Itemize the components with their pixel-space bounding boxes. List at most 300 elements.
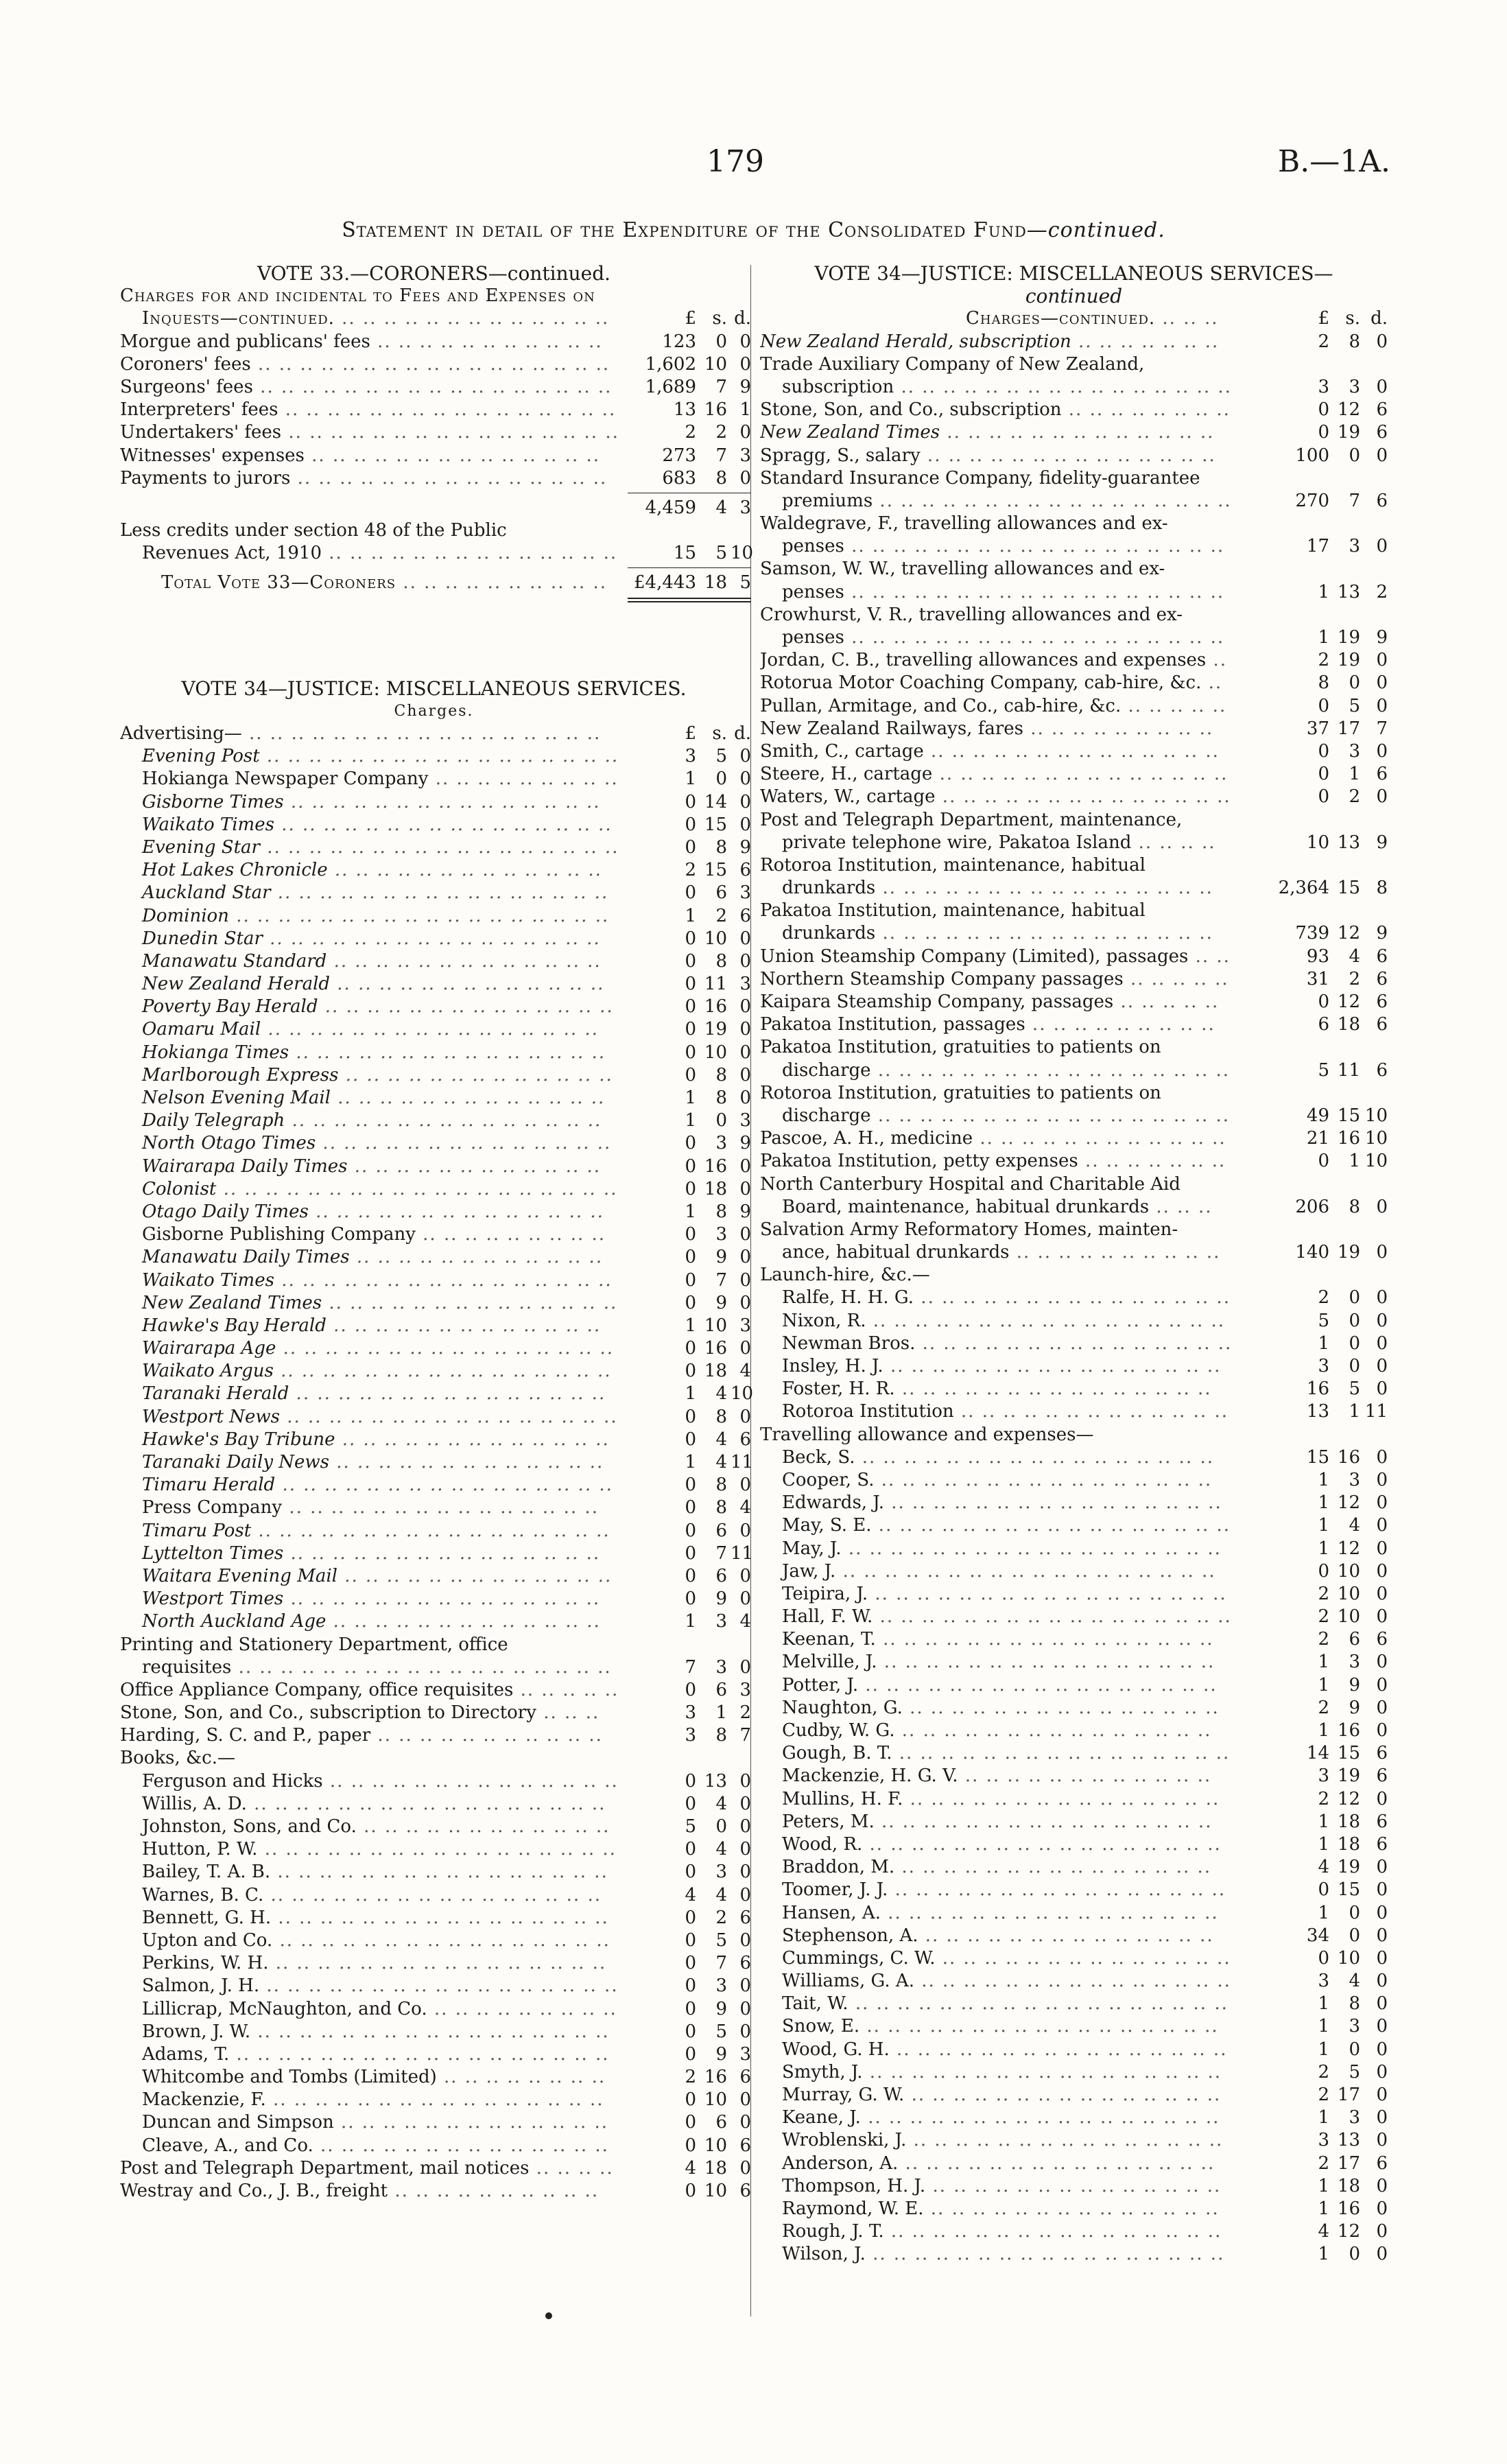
row-text: Trade Auxiliary Company of New Zealand, [760,353,1145,375]
amount-pounds: 0 [685,1998,696,2019]
dot-leader: .. .. .. .. .. .. .. .. .. .. .. .. .. .. .. [285,1110,602,1131]
dot-leader: .. .. .. .. .. .. .. .. .. .. .. .. .. [940,422,1215,443]
travel-row [760,1674,1388,1697]
amount-pence: 0 [1376,1287,1388,1309]
amount-shillings: 18 [1337,1833,1360,1855]
dot-leader: .. .. .. .. .. .. .. .. .. .. .. .. .. .. [920,445,1216,466]
amount-pence: 0 [1376,1356,1388,1376]
dot-leader: .. .. .. .. .. .. .. .. .. .. .. .. .. .. .. .. .. .. [231,1656,612,1678]
dot-leader: .. .. .. .. .. .. .. .. .. .. .. .. .. .. .. [289,1042,606,1063]
row-label: Perkins, W. H. .. .. .. .. .. .. .. .. .. .. .. .. .. .. .. .. [142,1953,607,1974]
amount-shillings: 15 [704,860,727,881]
travel-row [760,1606,1388,1628]
amount-pence: 6 [739,1429,751,1450]
dot-leader: .. .. .. .. .. .. .. .. .. .. .. .. .. .. .. [282,1497,599,1518]
travel-row [760,1947,1388,1970]
misc-row [120,1679,751,1702]
amount-shillings: 3 [715,1656,727,1678]
amount-pounds: 2 [1318,1697,1329,1718]
amount-pence: 0 [1376,2198,1388,2219]
amount-pence: 0 [1376,1879,1388,1901]
amount-pounds: 0 [685,1793,696,1814]
amount-pence: 0 [1376,2175,1388,2196]
amount-pence: 6 [1376,968,1388,989]
amount-shillings: 7 [715,1953,727,1974]
amount-pence: 6 [1376,1743,1388,1764]
row-label: Evening Post .. .. .. .. .. .. .. .. .. .. .. .. .. .. .. .. .. [142,746,619,767]
row-label: Ralfe, H. H. G. .. .. .. .. .. .. .. .. .. .. .. .. .. .. .. [782,1287,1231,1309]
amount-pounds: 8 [1318,672,1329,694]
amount-shillings: 10 [704,2089,727,2111]
books-row [120,1793,751,1816]
travel-row [760,2107,1388,2129]
dot-leader: .. .. .. .. .. .. .. .. .. .. .. .. .. .. .. .. .. .. [229,2043,610,2065]
amount-pence: 0 [739,746,751,767]
amount-pence: 6 [1376,1833,1388,1855]
amount-pounds: £ [685,308,696,329]
amount-pounds: 4 [1318,1857,1329,1878]
books-row [120,1816,751,1838]
amount-pence: 0 [739,2021,751,2042]
amount-pence: 0 [1376,1925,1388,1946]
dot-leader: .. .. .. .. .. .. .. .. .. .. .. .. .. .. .. .. .. [250,353,610,375]
amount-pounds: 10 [1306,832,1329,853]
row-label: Nelson Evening Mail .. .. .. .. .. .. .. .. .. .. .. .. .. [142,1088,606,1108]
amount-pounds: 1 [1318,1993,1329,2015]
dot-leader: .. .. .. .. .. .. .. .. .. .. .. .. .. .. .. [914,1287,1231,1309]
amount-shillings: 4 [715,1884,727,1905]
row-label: Mackenzie, H. G. V. .. .. .. .. .. .. .. .. .. .. .. .. [782,1765,1212,1787]
right-row [760,399,1388,421]
row-label: Timaru Post .. .. .. .. .. .. .. .. .. .. .. .. .. .. .. .. .. [142,1520,610,1541]
books-row [120,1861,751,1884]
amount-pence: 0 [1376,1857,1388,1878]
dot-leader: .. .. .. .. .. .. .. .. .. .. .. .. .. .. .. .. [272,1929,610,1951]
amount-pounds: 4,459 [645,497,696,518]
amount-shillings: 0 [1349,672,1360,694]
row-label: Jaw, J. .. .. .. .. .. .. .. .. .. .. .. .. .. .. .. .. .. .. [782,1560,1216,1582]
row-label: Peters, M. .. .. .. .. .. .. .. .. .. .. .. .. .. .. .. .. [782,1811,1213,1832]
less-credits-amount [120,542,754,565]
dot-leader: .. .. .. .. .. .. .. .. .. .. .. .. .. .. .. .. .. [241,723,602,744]
right-row-line [760,1173,1388,1196]
amount-pounds: 3 [1318,2130,1329,2151]
amount-shillings: 16 [704,1155,727,1177]
dot-leader: .. .. .. .. .. .. .. .. .. .. .. .. .. .. .. .. [270,1862,608,1883]
amount-shillings: 7 [715,1542,727,1564]
travel-row [760,2152,1388,2175]
dot-leader: .. .. .. .. .. [1123,968,1229,989]
amount-pounds: 0 [685,1247,696,1268]
amount-shillings: 19 [1337,1857,1360,1878]
amount-pence: 0 [739,1862,751,1883]
right-row [760,740,1388,763]
row-text: Pakatoa Institution, gratuities to patients on [760,1037,1161,1058]
row-label: Hutton, P. W. .. .. .. .. .. .. .. .. .. .. .. .. .. .. .. .. .. [142,1839,617,1860]
dot-leader: .. .. .. .. .. .. .. .. .. .. .. .. .. .. .. .. [261,1019,599,1040]
amount-pence: 0 [1376,695,1388,716]
dot-leader: .. .. .. .. .. .. .. .. .. .. .. .. .. .. .. [914,1971,1231,1992]
amount-pence: 0 [1376,1378,1388,1400]
amount-pounds: 0 [685,1588,696,1610]
amount-shillings: 10 [704,1042,727,1063]
amount-pounds: 1,602 [645,353,696,375]
row-label: Auckland Star .. .. .. .. .. .. .. .. .. .. .. .. .. .. .. .. [142,882,609,904]
row-label: Lyttelton Times .. .. .. .. .. .. .. .. .. .. .. .. .. .. .. [142,1542,601,1564]
right-row [760,991,1388,1013]
amount-shillings: 3 [1349,1469,1360,1490]
dot-leader: .. .. .. .. .. .. .. .. .. .. .. .. [973,1128,1226,1149]
row-label: private telephone wire, Pakatoa Island .. .. .. .. [782,832,1216,853]
amount-shillings: 8 [1349,331,1360,352]
right-charges-heading [760,307,1388,330]
amount-pence: 0 [739,1042,751,1063]
row-label: Manawatu Standard .. .. .. .. .. .. .. .. .. .. .. .. .. [142,950,602,972]
dot-leader: .. .. .. .. .. .. .. .. .. .. .. .. .. .. .. .. .. [259,836,619,858]
amount-shillings: 5 [1349,2061,1360,2082]
right-column [760,262,1388,2266]
advertising-row [120,1542,754,1565]
amount-pounds: 0 [685,1406,696,1427]
amount-pence: 0 [739,1178,751,1199]
amount-pounds: 3 [1318,376,1329,397]
rule-line [628,567,751,568]
row-label: Hall, F. W. .. .. .. .. .. .. .. .. .. .. .. .. .. .. .. .. .. [782,1606,1232,1628]
amount-shillings: 12 [1337,1538,1360,1559]
amount-pounds: 0 [685,1565,696,1586]
dot-leader: .. .. .. .. [529,2157,614,2179]
dot-leader: .. .. .. .. .. .. .. [1078,1151,1226,1172]
amount-shillings: 13 [1337,2130,1360,2151]
amount-pence: 4 [739,1497,751,1518]
amount-pounds: 273 [662,445,696,466]
row-label: Northern Steamship Company passages .. .. .. .. .. [760,968,1229,989]
amount-pounds: 0 [685,882,696,904]
row-label: Payments to jurors .. .. .. .. .. .. .. .. .. .. .. .. .. .. .. [120,467,608,489]
amount-shillings: 15 [704,814,727,835]
amount-pounds: 5 [685,1816,696,1837]
final-row [120,2180,751,2203]
advertising-row [120,745,751,768]
amount-pence: 9 [1376,923,1388,944]
amount-pounds: 15 [1306,1446,1329,1468]
amount-pence: 0 [1376,2107,1388,2128]
dot-leader: .. .. .. .. .. .. .. .. .. .. .. .. .. .. .. .. [880,1902,1219,1923]
amount-shillings: 6 [715,882,727,904]
row-label: Bailey, T. A. B. .. .. .. .. .. .. .. .. .. .. .. .. .. .. .. .. [142,1862,608,1883]
books-row [120,1929,751,1952]
amount-pence: 0 [1376,1971,1388,1992]
amount-pounds: 1 [685,1315,696,1336]
amount-pence: 0 [1376,1652,1388,1673]
books-row [120,1907,751,1929]
dot-leader: .. .. .. .. .. .. .. .. .. .. .. .. .. .. .. .. .. [858,1674,1218,1696]
amount-shillings: 6 [715,1679,727,1700]
row-label: Waikato Times .. .. .. .. .. .. .. .. .. .. .. .. .. .. .. .. [142,1269,613,1291]
advertising-row [120,1497,751,1519]
books-row [120,2111,751,2134]
amount-shillings: 8 [715,1064,727,1086]
amount-shillings: 9 [715,2043,727,2065]
amount-shillings: 15 [1337,1105,1360,1126]
launch-row [760,1310,1388,1333]
amount-pence: d. [734,723,751,744]
advertising-row [120,1087,751,1110]
books-row [120,2135,751,2157]
amount-pence: 9 [1376,832,1388,853]
row-text: Travelling allowance and expenses— [760,1424,1094,1445]
advertising-row [120,1520,751,1542]
right-row [760,1127,1388,1150]
amount-pounds: 739 [1295,923,1329,944]
dot-leader: .. .. .. .. .. .. .. .. .. [415,1224,606,1245]
amount-pence: 0 [1376,2244,1388,2265]
dot-leader: .. .. .. .. .. .. .. .. .. [1025,1014,1215,1035]
dot-leader: .. .. .. .. .. .. .. .. .. .. .. .. .. [333,2112,609,2133]
amount-shillings: 2 [715,1907,727,1928]
amount-shillings: 18 [704,1361,727,1382]
amount-shillings: 2 [715,905,727,926]
books-row [120,1998,751,2021]
amount-pounds: 3 [1318,1356,1329,1376]
dot-leader: .. .. .. .. .. .. .. .. .. .. .. .. .. [337,1565,613,1586]
coroner-row [120,399,751,421]
row-label: Bennett, G. H. .. .. .. .. .. .. .. .. .. .. .. .. .. .. .. .. [142,1907,609,1928]
amount-shillings: 16 [1337,1446,1360,1468]
row-label: Salmon, J. H. .. .. .. .. .. .. .. .. .. .. .. .. .. .. .. .. .. [142,1975,619,1997]
amount-pence: 8 [1376,878,1388,899]
amount-pence: 6 [1376,2152,1388,2174]
row-label: Surgeons' fees .. .. .. .. .. .. .. .. .. .. .. .. .. .. .. .. .. [120,376,613,397]
row-label: Stone, Son, and Co., subscription to Directory .. .. .. [120,1702,600,1724]
books-heading [120,1747,748,1770]
row-label: Wilson, J. .. .. .. .. .. .. .. .. .. .. .. .. .. .. .. .. .. [782,2244,1225,2265]
row-label: New Zealand Times .. .. .. .. .. .. .. .. .. .. .. .. .. [760,422,1215,443]
dot-leader: .. [1201,672,1223,694]
amount-shillings: 12 [1337,399,1360,421]
travel-row [760,1833,1388,1856]
amount-pounds: 2 [685,2067,696,2088]
amount-pence: 11 [731,1452,754,1472]
amount-pounds: 1 [1318,1515,1329,1536]
amount-pence: 0 [739,1247,751,1268]
row-label: Nixon, R. .. .. .. .. .. .. .. .. .. .. .. .. .. .. .. .. .. [782,1310,1225,1331]
amount-pence: 3 [739,1315,751,1336]
amount-pence: 6 [1376,422,1388,443]
dot-leader: .. .. .. .. .. .. .. .. .. .. .. .. .. .. .. [283,1588,601,1610]
right-row [760,877,1388,900]
amount-shillings: 8 [1349,1993,1360,2015]
right-row [760,922,1388,945]
row-label: Harding, S. C. and P., paper .. .. .. .. .. .. .. .. .. .. .. [120,1725,603,1746]
launch-row [760,1400,1388,1423]
books-row [120,2043,751,2066]
amount-pounds: 0 [1318,1151,1329,1172]
travel-row [760,1538,1388,1560]
row-label: Wood, R. .. .. .. .. .. .. .. .. .. .. .. .. .. .. .. .. .. [782,1833,1222,1855]
row-label: Oamaru Mail .. .. .. .. .. .. .. .. .. .. .. .. .. .. .. .. [142,1019,599,1040]
dot-leader: .. .. .. .. .. .. .. .. .. .. .. .. .. .. .. [894,1378,1212,1400]
spacer [120,602,748,677]
amount-pounds: 1 [1318,1492,1329,1514]
amount-pence: 0 [739,2112,751,2133]
row-label: drunkards .. .. .. .. .. .. .. .. .. .. .. .. .. .. .. .. [782,878,1213,899]
amount-shillings: 10 [704,928,727,949]
row-label: Steere, H., cartage .. .. .. .. .. .. .. .. .. .. .. .. .. .. [760,764,1229,785]
amount-pounds: 1 [685,1201,696,1222]
dot-leader: .. .. .. .. .. .. .. .. .. .. .. .. .. .. .. .. [874,1811,1213,1832]
amount-pence: 0 [739,1155,751,1177]
row-label: Williams, G. A. .. .. .. .. .. .. .. .. .. .. .. .. .. .. .. [782,1971,1231,1992]
dot-leader: .. .. .. .. .. .. .. .. .. .. .. .. .. .. .. .. [279,1406,618,1427]
amount-pence: 0 [739,1406,751,1427]
row-label: Stone, Son, and Co., subscription .. .. .. .. .. .. .. .. [760,399,1231,421]
dot-leader: .. .. .. .. .. .. .. .. .. .. .. .. .. [326,1611,601,1632]
amount-shillings: s. [712,723,727,744]
dot-leader: .. .. .. .. .. .. .. .. [1061,399,1231,421]
dot-leader: .. .. .. .. .. .. .. .. .. .. .. .. .. .. .. .. .. .. [835,1560,1216,1582]
amount-pounds: 1 [1318,1652,1329,1673]
advertising-row [120,950,751,973]
amount-pounds: 14 [1306,1743,1329,1764]
amount-shillings: 16 [1337,1720,1360,1741]
amount-pounds: 0 [685,996,696,1018]
amount-pounds: 1 [685,1110,696,1131]
amount-pounds: £ [685,723,696,744]
amount-pence: 0 [739,331,751,352]
amount-shillings: 3 [715,1862,727,1883]
row-label: New Zealand Herald, subscription .. .. .. .. .. .. .. [760,331,1220,352]
amount-shillings: 7 [715,445,727,466]
amount-pence: 0 [1376,1560,1388,1582]
coroner-row [120,467,751,490]
amount-shillings: 9 [715,1247,727,1268]
amount-pence: 0 [1376,1674,1388,1696]
dot-leader: .. .. .. .. .. .. .. .. .. .. .. .. .. .. .. .. .. [252,376,613,397]
row-label: Rotorua Motor Coaching Company, cab-hire, &c. .. [760,672,1223,694]
advertising-row [120,1383,754,1405]
row-label: Wairarapa Age .. .. .. .. .. .. .. .. .. .. .. .. .. .. .. .. [142,1338,615,1359]
amount-pence: 0 [1376,1492,1388,1514]
row-text: Waldegrave, F., travelling allowances and ex- [760,513,1168,535]
amount-pence: 0 [739,1793,751,1814]
amount-pence: 3 [739,445,751,466]
amount-pence: d. [1370,308,1388,329]
amount-shillings: 8 [715,1201,727,1222]
amount-pounds: 2 [685,422,696,443]
amount-pounds: 2 [1318,1606,1329,1628]
amount-pounds: 3 [1318,1971,1329,1992]
row-label: Stephenson, A. .. .. .. .. .. .. .. .. .. .. .. .. .. .. [782,1925,1214,1946]
right-row [760,763,1388,786]
amount-shillings: 13 [1337,581,1360,602]
amount-pounds: 17 [1306,536,1329,557]
dot-leader: .. .. .. .. .. .. .. .. .. .. .. .. .. .. .. .. .. .. [848,1993,1229,2015]
right-row [760,535,1388,558]
right-row [760,331,1388,353]
amount-pence: 0 [739,1224,751,1245]
books-row [120,1952,751,1975]
dot-leader: .. .. .. .. .. .. .. .. .. .. .. .. .. .. .. .. .. .. .. [216,1178,618,1199]
amount-shillings: 19 [1337,650,1360,671]
row-label: penses .. .. .. .. .. .. .. .. .. .. .. .. .. .. .. .. .. .. [782,627,1225,648]
row-label: Brown, J. W. .. .. .. .. .. .. .. .. .. .. .. .. .. .. .. .. .. [142,2021,610,2042]
amount-pounds: 0 [1318,992,1329,1012]
advertising-row [120,905,751,928]
amount-pounds: 3 [685,1702,696,1724]
statement-continued: continued. [1047,218,1165,242]
amount-pence: 6 [1376,1765,1388,1787]
travel-row [760,1492,1388,1514]
right-row-line [760,467,1388,490]
row-label: Teipira, J. .. .. .. .. .. .. .. .. .. .. .. .. .. .. .. .. .. [782,1583,1227,1604]
travel-row [760,1902,1388,1925]
row-label: Edwards, J. .. .. .. .. .. .. .. .. .. .. .. .. .. .. .. .. [782,1492,1222,1514]
row-label: Pullan, Armitage, and Co., cab-hire, &c. .. .. .. .. .. [760,695,1227,716]
document-reference: B.—1A. [1277,144,1390,179]
amount-pence: 10 [731,543,754,564]
right-row [760,421,1388,444]
books-row [120,1838,751,1861]
dot-leader: .. [1206,650,1228,671]
amount-pence: 6 [1376,764,1388,785]
amount-pence: 0 [1376,1720,1388,1741]
dot-leader: .. .. .. .. .. .. .. .. .. [428,768,619,790]
dot-leader: .. .. .. .. .. .. .. .. .. .. .. .. .. .. [316,1133,612,1154]
amount-pence: 0 [1376,2130,1388,2151]
right-row-line [760,604,1388,626]
amount-shillings: 1 [1349,764,1360,785]
amount-pounds: 0 [685,1019,696,1040]
amount-pence: 6 [1376,490,1388,511]
amount-pence: 6 [739,2181,751,2201]
amount-pounds: 2,364 [1278,878,1329,899]
amount-shillings: 9 [1349,1697,1360,1718]
amount-pounds: 49 [1306,1105,1329,1126]
advertising-row [120,882,751,904]
amount-pounds: 1 [1318,1811,1329,1832]
amount-shillings: 6 [1349,1629,1360,1650]
dot-leader: .. .. .. .. .. .. .. .. .. .. .. .. [958,1765,1212,1787]
amount-pounds: 1 [1318,1674,1329,1696]
dot-leader: .. .. .. .. .. .. .. .. .. .. .. [370,331,603,352]
amount-pence: 0 [739,768,751,790]
row-label: Post and Telegraph Department, mail notices .. .. .. .. [120,2157,614,2179]
row-label: Westray and Co., J. B., freight .. .. .. .. .. .. .. .. .. .. [120,2181,600,2201]
amount-pounds: 2 [1318,1788,1329,1809]
row-label: Lillicrap, McNaughton, and Co. .. .. .. .. .. .. .. .. .. [142,1998,617,2019]
amount-pounds: 0 [685,1975,696,1997]
advertising-row [120,859,751,882]
amount-shillings: 16 [704,399,727,421]
row-text: Pakatoa Institution, maintenance, habitual [760,900,1146,922]
amount-pence: 3 [739,1110,751,1131]
amount-pence: 0 [1376,1788,1388,1809]
dot-leader: .. .. .. .. .. .. .. .. .. .. .. .. .. .. [923,2198,1220,2219]
amount-pounds: 0 [685,814,696,835]
dot-leader: .. .. .. .. .. .. .. .. .. .. .. .. .. .. .. .. [268,1953,607,1974]
amount-shillings: 8 [715,1497,727,1518]
right-row [760,1105,1388,1127]
row-text: Post and Telegraph Department, maintenance, [760,809,1183,830]
dot-leader: .. .. .. .. .. .. .. .. .. .. .. .. .. .. .. .. [274,1269,613,1291]
dot-leader: .. .. .. .. .. .. .. .. .. .. .. .. .. .. .. .. .. [870,1059,1231,1081]
dot-leader: .. .. .. .. .. .. .. .. .. .. [396,572,608,594]
travel-row [760,2175,1388,2198]
amount-pence: 0 [739,422,751,443]
amount-pounds: 0 [685,2112,696,2133]
row-label: Interpreters' fees .. .. .. .. .. .. .. .. .. .. .. .. .. .. .. .. [120,399,617,421]
